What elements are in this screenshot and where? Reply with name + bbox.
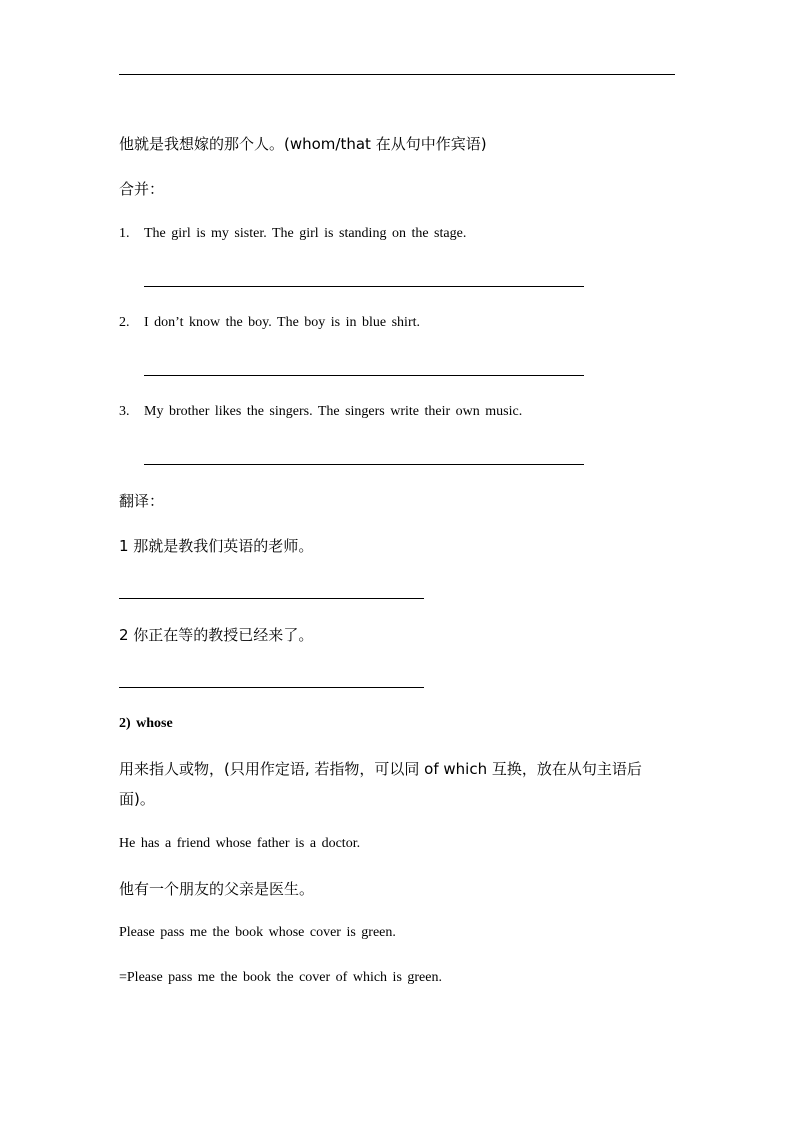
usage-line-1: 用来指人或物，(只用作定语, 若指物，可以同 of which 互换，放在从句主语后 bbox=[119, 760, 642, 778]
usage-line-2: 面)。 bbox=[119, 790, 155, 808]
answer-line-3 bbox=[144, 464, 584, 465]
translate-heading: 翻译： bbox=[119, 492, 165, 510]
answer-line-1 bbox=[144, 286, 584, 287]
translate-answer-line-1 bbox=[119, 598, 424, 599]
translate-item-2: 2 你正在等的教授已经来了。 bbox=[119, 626, 314, 644]
combine-item-1-number: 1. bbox=[119, 226, 130, 241]
example-en-2: Please pass me the book whose cover is green. bbox=[119, 925, 396, 940]
header-rule bbox=[119, 74, 675, 75]
translate-answer-line-2 bbox=[119, 687, 424, 688]
combine-item-3-number: 3. bbox=[119, 404, 130, 419]
section-title: 2) whose bbox=[119, 716, 173, 731]
answer-line-2 bbox=[144, 375, 584, 376]
example-zh-1: 他有一个朋友的父亲是医生。 bbox=[119, 880, 315, 898]
combine-item-2-text: I don’t know the boy. The boy is in blue shirt. bbox=[144, 315, 420, 330]
example-en-3: =Please pass me the book the cover of which is green. bbox=[119, 970, 442, 985]
combine-item-1-text: The girl is my sister. The girl is standing on the stage. bbox=[144, 226, 467, 241]
intro-example: 他就是我想嫁的那个人。(whom/that 在从句中作宾语) bbox=[119, 135, 487, 153]
translate-item-1: 1 那就是教我们英语的老师。 bbox=[119, 537, 314, 555]
combine-item-2-number: 2. bbox=[119, 315, 130, 330]
example-en-1: He has a friend whose father is a doctor. bbox=[119, 836, 361, 851]
combine-heading: 合并： bbox=[119, 180, 165, 198]
combine-item-3-text: My brother likes the singers. The singers write their own music. bbox=[144, 404, 523, 419]
